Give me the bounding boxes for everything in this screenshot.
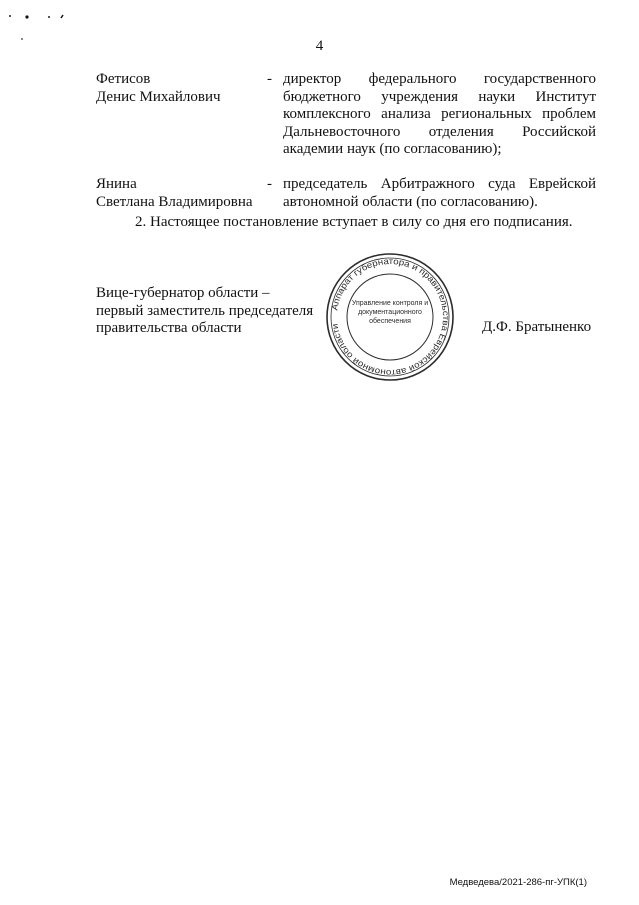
member-entry-yanina: [96, 176, 600, 212]
member-role: председатель Арбитражного суда Еврейской автономной области (по согласованию).: [283, 176, 596, 210]
member-entry-fetisov: [96, 71, 600, 161]
seal-outer-text: Аппарат губернатора и правительства Еврейской автономной области: [329, 255, 452, 379]
member-name: [96, 71, 271, 106]
member-surname: Фетисов: [96, 71, 151, 87]
page-number: 4: [315, 38, 324, 54]
official-seal-stamp: [323, 250, 457, 384]
signer-title: [96, 285, 313, 338]
member-dash: -: [267, 71, 272, 87]
signer-title-line: правительства области: [96, 320, 242, 336]
seal-inner-line: обеспечения: [369, 318, 411, 325]
member-name: [96, 176, 271, 211]
seal-inner-line: Управление контроля и: [351, 300, 429, 307]
member-dash: -: [267, 176, 272, 192]
seal-inner-line: документационного: [358, 309, 422, 316]
signer-name: Д.Ф. Братыненко: [482, 319, 592, 335]
member-surname: Янина: [96, 176, 137, 192]
member-given-name: Денис Михайлович: [96, 88, 221, 105]
signer-title-line: Вице-губернатор области –: [96, 285, 270, 301]
signer-title-line: первый заместитель председателя: [96, 302, 314, 319]
member-role: директор федерального государственного бюджетного учреждения науки Институт комплексного анализа региональных проблем Дальневосточного отделения Российской академии наук (по согласованию);: [283, 71, 596, 157]
effective-date-paragraph: 2. Настоящее постановление вступает в силу со дня его подписания.: [135, 214, 573, 230]
document-code: Медведева/2021-286-пг-УПК(1): [449, 877, 587, 888]
member-given-name: Светлана Владимировна: [96, 193, 253, 210]
